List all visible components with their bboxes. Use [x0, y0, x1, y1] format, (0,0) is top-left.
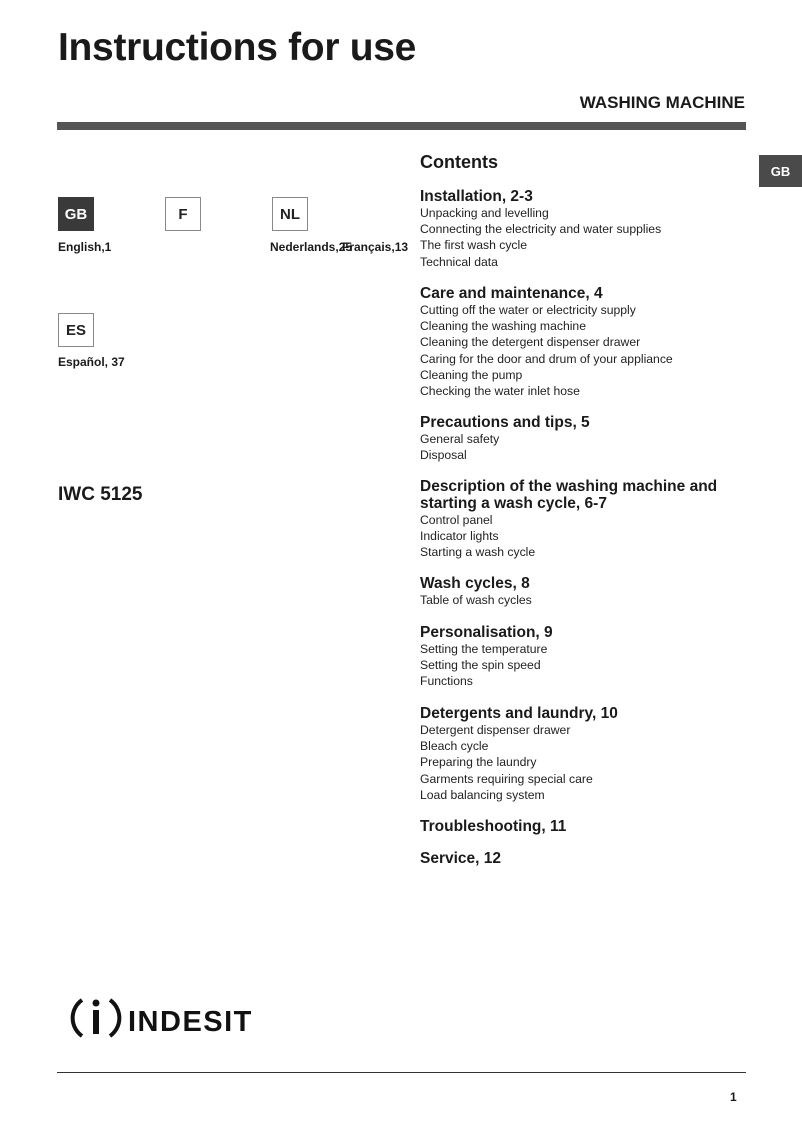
- toc-section-title[interactable]: Care and maintenance, 4: [420, 285, 603, 302]
- toc-section-title[interactable]: Precautions and tips, 5: [420, 414, 590, 431]
- product-category: WASHING MACHINE: [579, 93, 745, 112]
- lang-label-espanol: Español, 37: [58, 355, 125, 369]
- toc-section-care: [420, 285, 750, 399]
- toc-section-service: [420, 850, 750, 867]
- toc-section-troubleshooting: [420, 818, 750, 835]
- toc-item: Starting a wash cycle: [420, 545, 536, 560]
- toc-item: Unpacking and levelling: [420, 206, 549, 220]
- toc-item: Load balancing system: [420, 787, 545, 802]
- page-number: 1: [730, 1090, 737, 1104]
- toc-section-title[interactable]: Service, 12: [420, 850, 502, 867]
- toc-item: Detergent dispenser drawer: [420, 723, 571, 737]
- indesit-logo: [70, 992, 270, 1044]
- toc-section-title[interactable]: Description of the washing machine and starting a wash cycle, 6-7: [420, 478, 718, 512]
- toc-item: Cutting off the water or electricity supply: [420, 303, 636, 317]
- toc-item: Preparing the laundry: [420, 755, 537, 770]
- toc-item: Bleach cycle: [420, 739, 489, 754]
- toc-section-title[interactable]: Installation, 2-3: [420, 188, 533, 205]
- toc-item: Cleaning the washing machine: [420, 319, 586, 334]
- indesit-logo-icon: [70, 992, 270, 1044]
- toc-section-wash-cycles: [420, 575, 750, 608]
- toc-item: Setting the spin speed: [420, 658, 541, 673]
- toc-item: Connecting the electricity and water supplies: [420, 222, 662, 237]
- toc-item: Garments requiring special care: [420, 771, 593, 786]
- toc-item: Table of wash cycles: [420, 593, 532, 607]
- toc-item: The first wash cycle: [420, 238, 528, 253]
- toc-item: Functions: [420, 674, 473, 689]
- footer-rule: [57, 1072, 746, 1073]
- toc-section-detergents: [420, 705, 750, 803]
- toc-item: Setting the temperature: [420, 642, 548, 656]
- toc-section-title[interactable]: Wash cycles, 8: [420, 575, 530, 592]
- model-number: IWC 5125: [58, 484, 143, 505]
- toc-item: General safety: [420, 432, 500, 446]
- toc-section-description: [420, 478, 730, 561]
- lang-label-francais: Français,13: [342, 240, 409, 254]
- contents-heading: Contents: [420, 152, 498, 172]
- lang-label-nederlands: Nederlands,25: [270, 240, 353, 254]
- toc-item: Cleaning the pump: [420, 367, 523, 382]
- header-rule: [57, 122, 746, 130]
- lang-box-es[interactable]: ES: [58, 313, 94, 347]
- toc-item: Checking the water inlet hose: [420, 384, 580, 399]
- toc-section-title[interactable]: Personalisation, 9: [420, 624, 553, 641]
- toc-item: Technical data: [420, 254, 498, 269]
- toc-section-precautions: [420, 414, 750, 463]
- lang-box-f[interactable]: F: [165, 197, 201, 231]
- toc-section-installation: [420, 188, 750, 270]
- toc-item: Cleaning the detergent dispenser drawer: [420, 335, 641, 350]
- toc-item: Caring for the door and drum of your appliance: [420, 351, 673, 366]
- lang-label-english: English,1: [58, 240, 112, 254]
- toc-section-title[interactable]: Detergents and laundry, 10: [420, 705, 618, 722]
- toc-section-title[interactable]: Troubleshooting, 11: [420, 818, 567, 835]
- toc-item: Disposal: [420, 448, 467, 463]
- toc-section-personalisation: [420, 624, 750, 690]
- toc-item: Indicator lights: [420, 529, 499, 544]
- lang-box-nl[interactable]: NL: [272, 197, 308, 231]
- page-title: Instructions for use: [58, 26, 417, 69]
- logo-text: INDESIT: [128, 1006, 253, 1038]
- lang-box-gb[interactable]: GB: [58, 197, 94, 231]
- language-side-tab: GB: [759, 155, 802, 187]
- toc-item: Control panel: [420, 513, 493, 527]
